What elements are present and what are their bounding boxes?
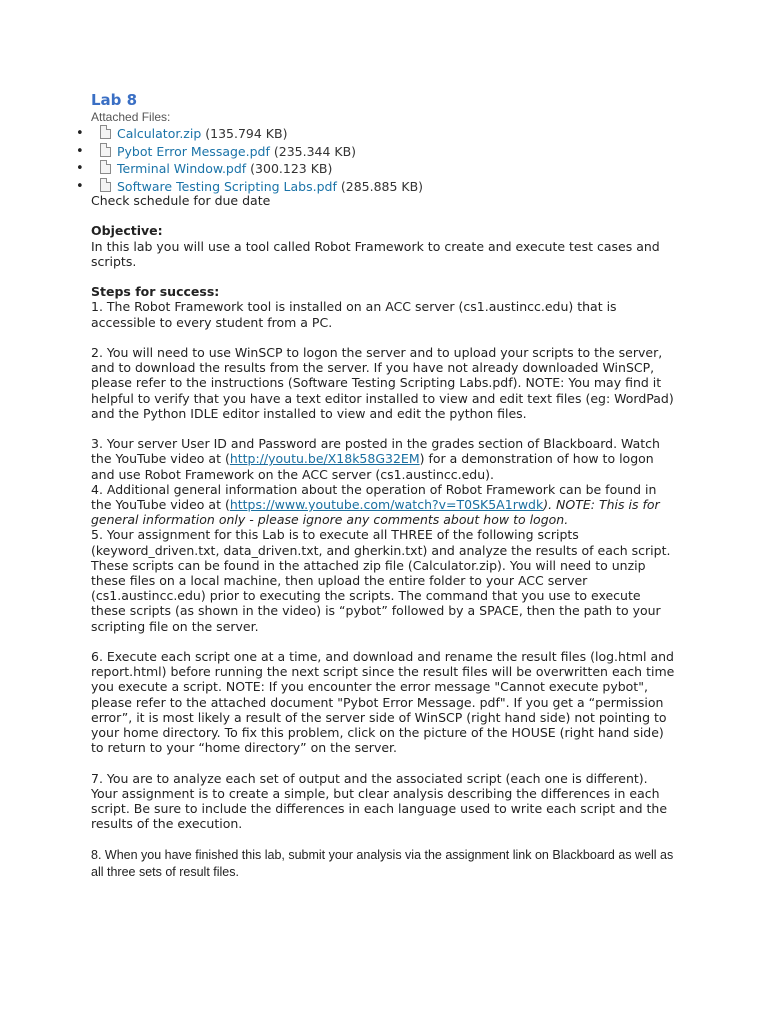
- step-5-text: scripting file on the server.: [91, 618, 259, 634]
- attachment-link[interactable]: Calculator.zip: [117, 126, 202, 141]
- step-7-text: script. Be sure to include the differences in each language used to write each script and the: [91, 801, 668, 817]
- step-7-text: Your assignment is to create a simple, but clear analysis describing the differences in each: [91, 785, 660, 801]
- attachment-link[interactable]: Pybot Error Message.pdf: [117, 143, 270, 159]
- step-5-text: (keyword_driven.txt, data_driven.txt, and gherkin.txt) and analyze the results of each script.: [91, 542, 671, 558]
- step-7-text: 7. You are to analyze each set of output and the associated script (each one is different).: [91, 770, 648, 786]
- step-8-text: 8. When you have finished this lab, submit your analysis via the assignment link on Blackboard as well as: [91, 847, 674, 862]
- objective-text: scripts.: [91, 253, 137, 269]
- step-6-text: error”, it is most likely a result of the server side of WinSCP (right hand side) not pointing to: [91, 709, 667, 725]
- bullet: •: [76, 126, 84, 141]
- step-3-text: 3. Your server User ID and Password are posted in the grades section of Blackboard. Watch: [91, 436, 660, 452]
- step-2-text: helpful to verify that you have a text editor installed to view and edit text files (eg: WordPad): [91, 390, 674, 406]
- file-icon: [100, 160, 111, 174]
- step-1-text: 1. The Robot Framework tool is installed on an ACC server (cs1.austincc.edu) that is: [91, 299, 617, 315]
- file-icon: [100, 125, 111, 139]
- step-6-text: please refer to the attached document "Pybot Error Message. pdf". If you get a “permission: [91, 694, 664, 710]
- bullet: •: [76, 143, 84, 159]
- file-size: (300.123 KB): [250, 161, 333, 177]
- step-6-text: to return to your “home directory” on the server.: [91, 740, 397, 756]
- file-size: (235.344 KB): [273, 143, 357, 159]
- attachment-link[interactable]: Software Testing Scripting Labs.pdf: [117, 178, 337, 194]
- step-2-text: please refer to the instructions (Software Testing Scripting Labs.pdf). NOTE: You may find it: [91, 375, 662, 391]
- step-1-text: accessible to every student from a PC.: [91, 314, 333, 330]
- file-size: (285.885 KB): [340, 178, 424, 194]
- step-2-text: and to download the results from the server. If you have not already downloaded WinSCP,: [91, 360, 655, 376]
- step-7-text: results of the execution.: [91, 816, 243, 832]
- step-4-text: the YouTube video at (https://www.youtube.com/watch?v=T0SK5A1rwdk). NOTE: This is for: [91, 497, 660, 512]
- page-title: Lab 8: [91, 91, 138, 109]
- attached-files-list: [0, 125, 768, 195]
- file-icon: [100, 143, 111, 157]
- step-2-text: and the Python IDLE editor installed to view and edit the python files.: [91, 405, 527, 421]
- step-5-text: these scripts (as shown in the video) is “pybot” followed by a SPACE, then the path to your: [91, 603, 661, 619]
- attachment-link[interactable]: Terminal Window.pdf: [117, 161, 247, 177]
- step-6-text: you execute a script. NOTE: If you encounter the error message "Cannot execute pybot",: [91, 679, 648, 695]
- step-6-text: your home directory. To fix this problem, click on the picture of the HOUSE (right hand side): [91, 725, 664, 741]
- steps-heading: Steps for success:: [91, 284, 220, 300]
- step-4-text: 4. Additional general information about the operation of Robot Framework can be found in: [91, 481, 657, 497]
- file-size: (135.794 KB): [205, 126, 288, 141]
- file-icon: [100, 178, 111, 192]
- attachment-item: [0, 125, 768, 143]
- attachment-item: [0, 160, 768, 178]
- step-5-text: 5. Your assignment for this Lab is to execute all THREE of the following scripts: [91, 527, 579, 543]
- step-2-text: 2. You will need to use WinSCP to logon the server and to upload your scripts to the server,: [91, 344, 663, 360]
- lab-instructions: [91, 193, 691, 881]
- bullet: •: [76, 161, 84, 177]
- youtube-link[interactable]: http://youtu.be/X18k58G32EM: [229, 451, 420, 467]
- step-6-text: report.html) before running the next script since the result files will be overwritten each time: [91, 664, 675, 680]
- step-5-text: These scripts can be found in the attached zip file (Calculator.zip). You will need to unzip: [91, 557, 646, 573]
- step-3-text: and use Robot Framework on the ACC server (cs1.austincc.edu).: [91, 466, 495, 482]
- bullet: •: [76, 178, 84, 194]
- objective-heading: Objective:: [91, 223, 163, 239]
- step-4-note: general information only - please ignore any comments about how to logon.: [91, 512, 569, 528]
- step-8-text: all three sets of result files.: [91, 864, 239, 879]
- attached-files-label: Attached Files:: [91, 110, 171, 124]
- step-5-text: (cs1.austincc.edu) prior to executing the scripts. The command that you use to execute: [91, 588, 641, 604]
- objective-text: In this lab you will use a tool called Robot Framework to create and execute test cases and: [91, 238, 660, 254]
- step-5-text: these files on a local machine, then upload the entire folder to your ACC server: [91, 573, 588, 589]
- step-3-text: the YouTube video at (http://youtu.be/X18k58G32EM) for a demonstration of how to logon: [91, 451, 654, 467]
- youtube-link[interactable]: https://www.youtube.com/watch?v=T0SK5A1rwdk: [229, 497, 544, 512]
- schedule-note: Check schedule for due date: [91, 193, 271, 208]
- attachment-item: [0, 143, 768, 161]
- step-6-text: 6. Execute each script one at a time, and download and rename the result files (log.html and: [91, 649, 674, 665]
